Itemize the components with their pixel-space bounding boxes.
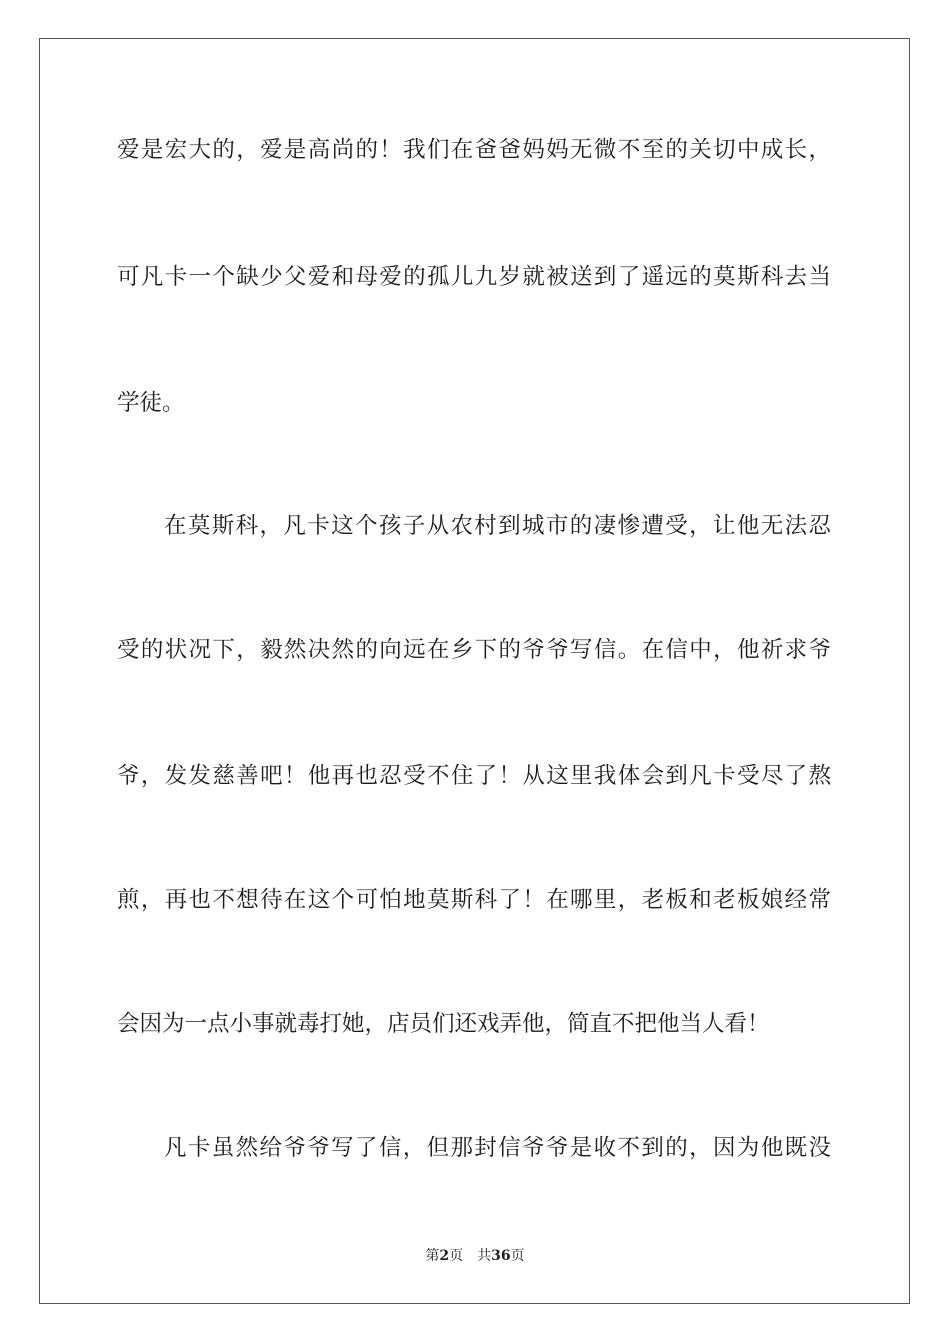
paragraph-2-line-5: 会因为一点小事就毒打她，店员们还戏弄他，简直不把他当人看！ (117, 1011, 770, 1037)
paragraph-1-line-3: 学徒。 (117, 390, 185, 416)
paragraph-2-line-1: 在莫斯科，凡卡这个孩子从农村到城市的凄惨遭受，让他无法忍 (164, 513, 831, 539)
page-suffix: 页 (449, 1248, 464, 1264)
page-frame (39, 38, 910, 1304)
paragraph-2-line-4: 煎，再也不想待在这个可怕地莫斯科了！在哪里，老板和老板娘经常 (117, 887, 831, 913)
page-prefix: 第 (425, 1248, 440, 1264)
page-number: 2 (439, 1248, 450, 1264)
total-prefix: 共 (477, 1248, 492, 1264)
paragraph-3-line-1: 凡卡虽然给爷爷写了信，但那封信爷爷是收不到的，因为他既没 (164, 1135, 831, 1161)
page-footer (0, 1247, 950, 1265)
paragraph-1-line-2: 可凡卡一个缺少父爱和母爱的孤儿九岁就被送到了遥远的莫斯科去当 (117, 264, 831, 290)
total-suffix: 页 (510, 1248, 525, 1264)
paragraph-2-line-3: 爷，发发慈善吧！他再也忍受不住了！从这里我体会到凡卡受尽了熬 (117, 763, 831, 789)
paragraph-2-line-2: 受的状况下，毅然决然的向远在乡下的爷爷写信。在信中，他祈求爷 (117, 637, 831, 663)
paragraph-1-line-1: 爱是宏大的，爱是高尚的！我们在爸爸妈妈无微不至的关切中成长， (117, 137, 831, 163)
total-pages: 36 (491, 1248, 511, 1264)
